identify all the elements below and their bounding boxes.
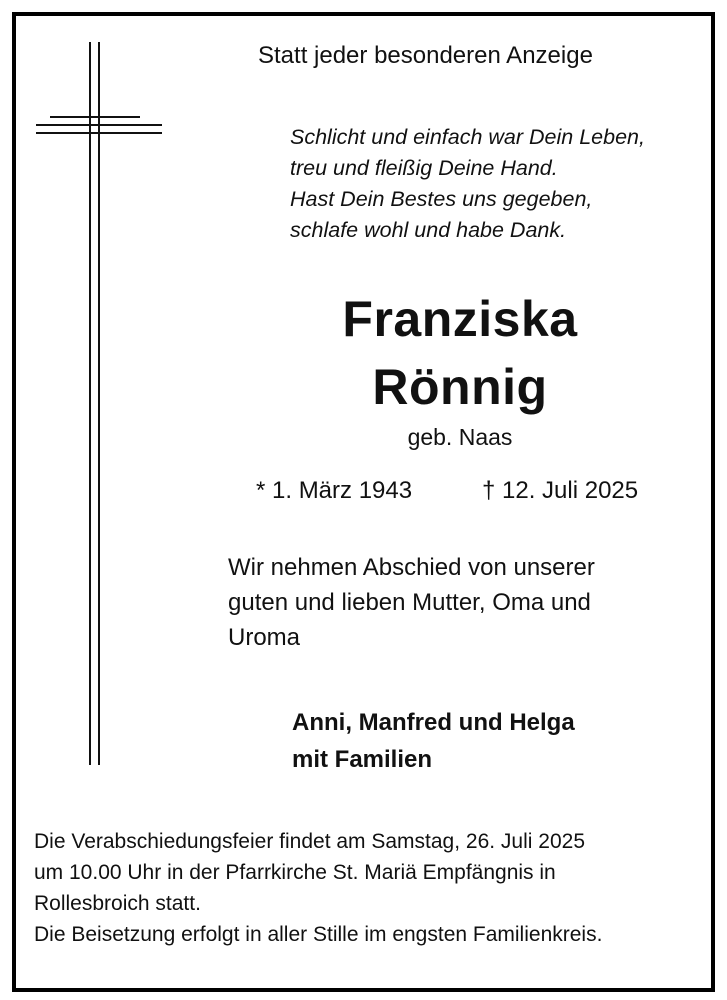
footer-line: um 10.00 Uhr in der Pfarrkirche St. Mariä Empfängnis in	[34, 861, 556, 884]
poem-line: Schlicht und einfach war Dein Leben,	[290, 125, 645, 149]
deceased-last-name: Rönnig	[372, 359, 548, 415]
funeral-details	[34, 826, 602, 950]
farewell-line: Uroma	[228, 624, 301, 651]
mourners-line: Anni, Manfred und Helga	[292, 709, 575, 736]
footer-line: Die Verabschiedungsfeier findet am Samstag, 26. Juli 2025	[34, 830, 585, 853]
death-date: † 12. Juli 2025	[482, 477, 639, 504]
poem-line: schlafe wohl und habe Dank.	[290, 218, 567, 242]
footer-line: Die Beisetzung erfolgt in aller Stille im engsten Familienkreis.	[34, 923, 603, 946]
farewell-line: guten und lieben Mutter, Oma und	[228, 589, 591, 616]
footer-line: Rollesbroich statt.	[34, 892, 201, 915]
farewell-line: Wir nehmen Abschied von unserer	[228, 554, 595, 581]
farewell-text	[228, 550, 688, 655]
birth-date: * 1. März 1943	[256, 477, 413, 504]
cross-icon	[34, 40, 164, 770]
mourners-signature	[292, 704, 575, 778]
mourners-line: mit Familien	[292, 746, 433, 773]
poem-line: Hast Dein Bestes uns gegeben,	[290, 187, 593, 211]
poem-line: treu und fleißig Deine Hand.	[290, 156, 558, 180]
deceased-first-name: Franziska	[342, 291, 578, 347]
maiden-name: geb. Naas	[407, 424, 513, 450]
notice-heading: Statt jeder besonderen Anzeige	[258, 42, 593, 69]
memorial-poem	[290, 122, 645, 246]
